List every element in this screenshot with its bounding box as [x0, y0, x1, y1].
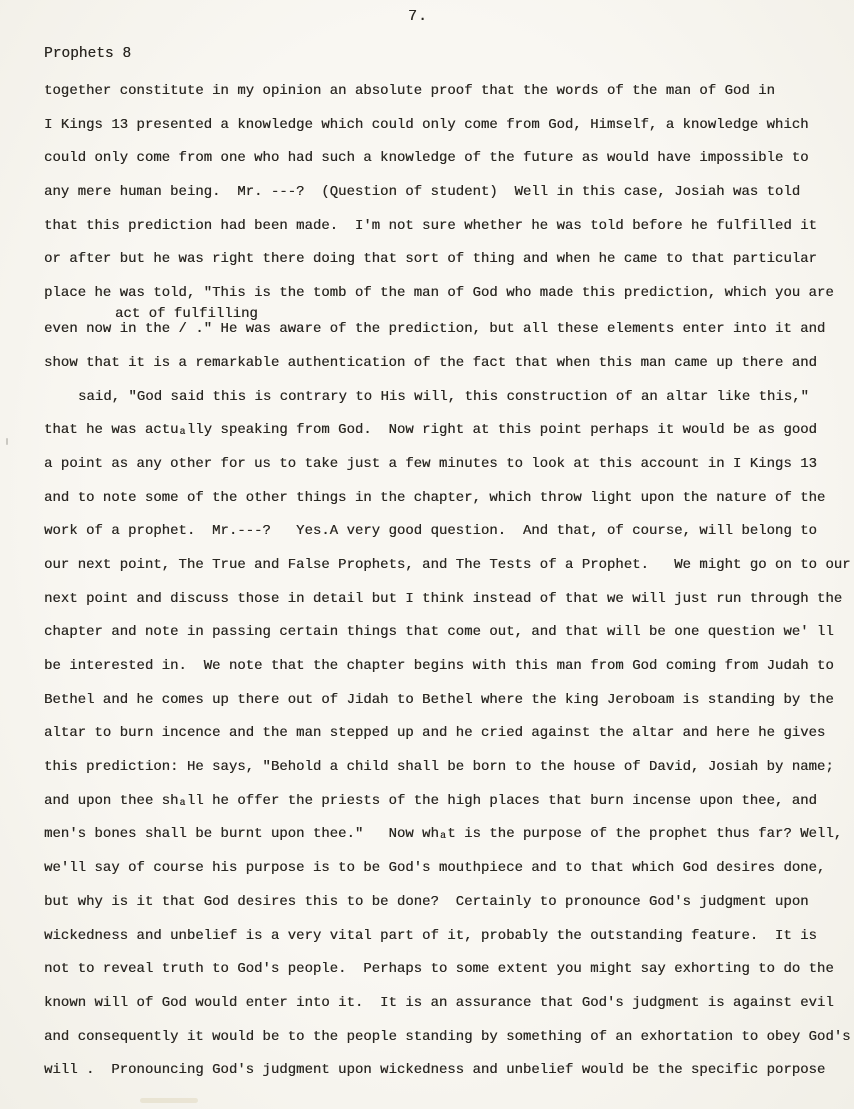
document-body: [44, 83, 851, 1096]
typed-line: work of a prophet. Mr.---? Yes.A very good question. And that, of course, will belong to: [44, 523, 817, 540]
typed-line: will . Pronouncing God's judgment upon wickedness and unbelief would be the specific porpose: [44, 1062, 826, 1079]
scan-artifact: [6, 438, 8, 445]
typed-line: and consequently it would be to the people standing by something of an exhortation to obey God's: [44, 1028, 851, 1045]
typed-line: be interested in. We note that the chapter begins with this man from God coming from Judah to: [44, 658, 834, 674]
document-heading: Prophets 8: [44, 46, 132, 62]
typed-line: that this prediction had been made. I'm not sure whether he was told before he fulfilled it: [44, 217, 817, 234]
typed-line: a point as any other for us to take just a few minutes to look at this account in I Kings 13: [44, 455, 817, 472]
typed-line: altar to burn incence and the man stepped up and he cried against the altar and here he gives: [44, 725, 826, 742]
typed-line: act of fulfilling: [115, 306, 258, 323]
typed-line: place he was told, "This is the tomb of the man of God who made this prediction, which you are: [44, 285, 834, 302]
page-number: 7.: [407, 8, 428, 25]
typed-line: known will of God would enter into it. It is an assurance that God's judgment is against evil: [44, 994, 834, 1011]
typed-line: this prediction: He says, "Behold a child shall be born to the house of David, Josiah by name;: [44, 759, 834, 776]
typed-line: together constitute in my opinion an absolute proof that the words of the man of God in: [44, 83, 775, 99]
typed-line: said, "God said this is contrary to His will, this construction of an altar like this,": [78, 388, 809, 405]
typed-line: and to note some of the other things in the chapter, which throw light upon the nature of the: [44, 489, 826, 506]
typed-line: I Kings 13 presented a knowledge which could only come from God, Himself, a knowledge which: [44, 116, 809, 133]
typed-line: next point and discuss those in detail but I think instead of that we will just run through the: [44, 590, 843, 607]
typed-line: any mere human being. Mr. ---? (Question of student) Well in this case, Josiah was told: [44, 184, 801, 201]
typed-line: or after but he was right there doing that sort of thing and when he came to that particular: [44, 251, 817, 268]
typed-line: but why is it that God desires this to be done? Certainly to pronounce God's judgment upon: [44, 893, 809, 910]
scan-artifact: [140, 1098, 198, 1103]
typed-line: could only come from one who had such a knowledge of the future as would have impossible to: [44, 150, 809, 167]
typed-line: we'll say of course his purpose is to be God's mouthpiece and to that which God desires done,: [44, 860, 826, 877]
typed-line: even now in the / ." He was aware of the prediction, but all these elements enter into it and: [44, 321, 826, 338]
typed-line: and upon thee shₐll he offer the priests of the high places that burn incense upon thee, and: [44, 792, 817, 809]
typed-line: our next point, The True and False Prophets, and The Tests of a Prophet. We might go on to our: [44, 556, 851, 573]
typed-line: wickedness and unbelief is a very vital part of it, probably the outstanding feature. It is: [44, 927, 817, 944]
typed-line: men's bones shall be burnt upon thee." Now whₐt is the purpose of the prophet thus far? Well,: [44, 826, 843, 843]
typed-line: not to reveal truth to God's people. Perhaps to some extent you might say exhorting to do the: [44, 961, 834, 978]
typed-line: chapter and note in passing certain things that come out, and that will be one question we' ll: [44, 624, 834, 641]
typed-line: that he was actuₐlly speaking from God. Now right at this point perhaps it would be as good: [44, 422, 817, 439]
typed-line: show that it is a remarkable authentication of the fact that when this man came up there and: [44, 354, 817, 371]
typed-line: Bethel and he comes up there out of Jidah to Bethel where the king Jeroboam is standing by the: [44, 691, 834, 708]
